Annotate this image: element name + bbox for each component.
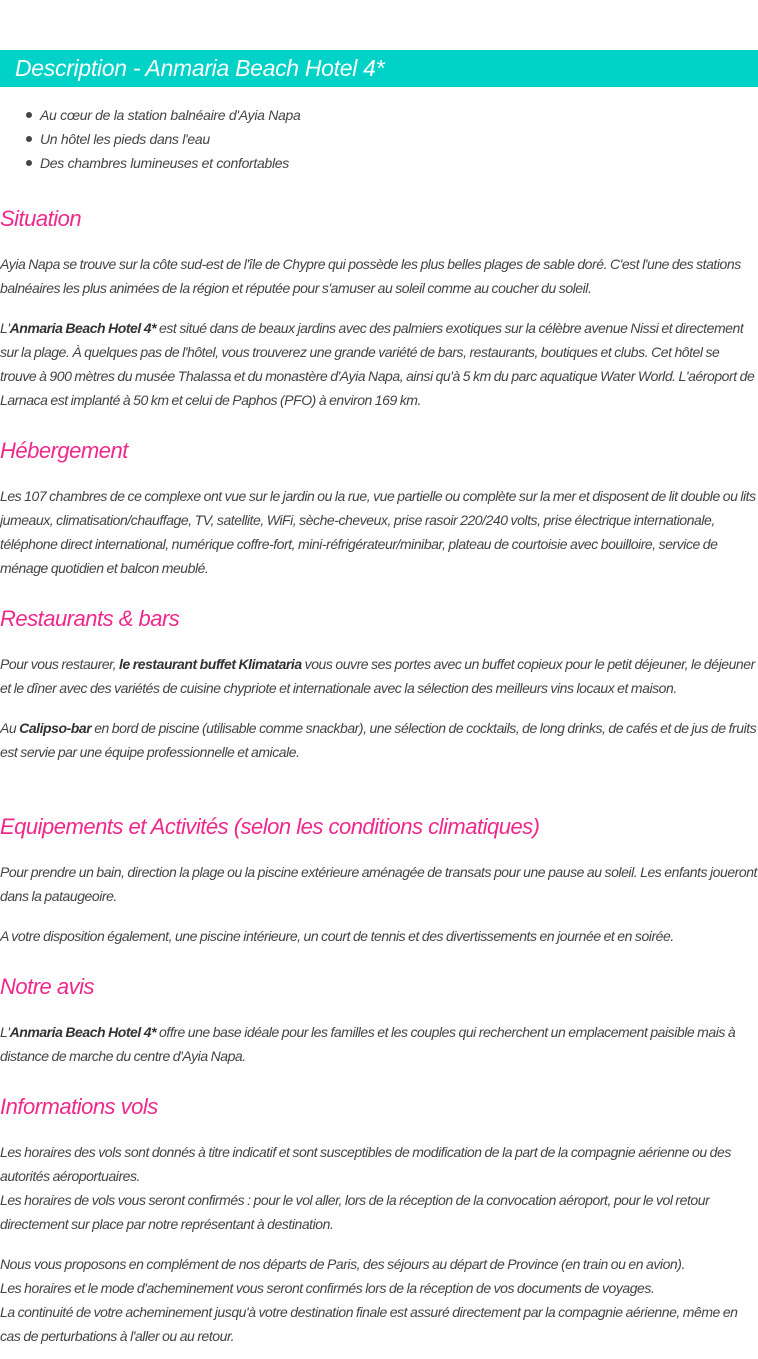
- text: Pour vous restaurer,: [0, 656, 120, 672]
- paragraph: Pour prendre un bain, direction la plage ou la piscine extérieure aménagée de transats pour une pause au soleil. Les enfants joueront dans la pataugeoire.: [0, 864, 757, 904]
- page-title: Description - Anmaria Beach Hotel 4*: [15, 55, 385, 81]
- paragraph: [0, 652, 758, 700]
- section-heading: Equipements et Activités (selon les conditions climatiques): [0, 814, 540, 839]
- section-heading: Restaurants & bars: [0, 606, 180, 631]
- paragraph: [0, 1020, 758, 1068]
- section-avis: [0, 973, 758, 1068]
- paragraph: Les horaires de vols vous seront confirmés : pour le vol aller, lors de la réception de la convocation aéroport, pour le vol retour directement sur place par notre représentant à destination.: [0, 1192, 710, 1232]
- paragraph: Nous vous proposons en complément de nos départs de Paris, des séjours au départ de Province (en train ou en avion).: [0, 1256, 685, 1272]
- text: est situé dans de beaux jardins avec des palmiers exotiques sur la célèbre avenue Nissi et directement sur la plage. À quelques pas de l'hôtel, vous trouverez une grande variété de bars, restaurants, boutiques et clubs. Cet hôtel se trouve à 900 mètres du musée Thalassa et du monastère d'Ayia Napa, ainsi qu'à 5 km du parc aquatique Water World. L'aéroport de Larnaca est implanté à 50 km et celui de Paphos (PFO) à environ 169 km.: [0, 320, 755, 408]
- section-heading: Informations vols: [0, 1094, 158, 1119]
- paragraph: Ayia Napa se trouve sur la côte sud-est de l'île de Chypre qui possède les plus belles plages de sable doré. C'est l'une des stations balnéaires les plus animées de la région et réputée pour s'amuser au soleil comme au coucher du soleil.: [0, 256, 741, 296]
- paragraph: Les 107 chambres de ce complexe ont vue sur le jardin ou la rue, vue partielle ou complète sur la mer et disposent de lit double ou lits jumeaux, climatisation/chauffage, TV, satellite, WiFi, sèche-cheveux, prise rasoir 220/240 volts, prise électrique internationale, téléphone direct international, numérique coffre-fort, mini-réfrigérateur/minibar, plateau de courtoisie avec bouilloire, service de ménage quotidien et balcon meublé.: [0, 488, 756, 576]
- section-restaurants: [0, 605, 758, 764]
- text: vous ouvre ses portes avec un buffet copieux pour le petit déjeuner, le déjeuner et le dîner avec des variétés de cuisine chypriote et internationale avec la sélection des meilleurs vins locaux et maison.: [0, 656, 755, 696]
- section-heading: Situation: [0, 206, 82, 231]
- hotel-name: Anmaria Beach Hotel 4*: [9, 1024, 157, 1040]
- paragraph: [0, 716, 758, 764]
- section-equipements: [0, 813, 758, 948]
- description-banner: [0, 50, 758, 87]
- text: Au: [0, 720, 20, 736]
- section-heading: Notre avis: [0, 974, 95, 999]
- bar-name: Calipso-bar: [19, 720, 92, 736]
- restaurant-name: le restaurant buffet Klimataria: [119, 656, 302, 672]
- section-heading: Hébergement: [0, 438, 128, 463]
- section-hebergement: [0, 437, 758, 580]
- paragraph: [0, 316, 758, 412]
- section-vols: [0, 1093, 758, 1348]
- section-situation: [0, 205, 758, 412]
- highlight-item: Au cœur de la station balnéaire d'Ayia Napa: [24, 103, 300, 127]
- hotel-name: Anmaria Beach Hotel 4*: [9, 320, 157, 336]
- highlights-list: [24, 103, 300, 175]
- text: en bord de piscine (utilisable comme snackbar), une sélection de cocktails, de long drinks, de cafés et de jus de fruits est servie par une équipe professionnelle et amicale.: [0, 720, 757, 760]
- paragraph: Les horaires et le mode d'acheminement vous seront confirmés lors de la réception de vos documents de voyages.: [0, 1280, 655, 1296]
- text: offre une base idéale pour les familles et les couples qui recherchent un emplacement paisible mais à distance de marche du centre d'Ayia Napa.: [0, 1024, 736, 1064]
- highlight-item: Des chambres lumineuses et confortables: [24, 151, 300, 175]
- highlight-item: Un hôtel les pieds dans l'eau: [24, 127, 300, 151]
- paragraph: La continuité de votre acheminement jusqu'à votre destination finale est assuré directement par la compagnie aérienne, même en cas de perturbations à l'aller ou au retour.: [0, 1304, 738, 1344]
- text: L': [0, 320, 10, 336]
- paragraph: A votre disposition également, une piscine intérieure, un court de tennis et des divertissements en journée et en soirée.: [0, 928, 674, 944]
- paragraph: Les horaires des vols sont donnés à titre indicatif et sont susceptibles de modification de la part de la compagnie aérienne ou des autorités aéroportuaires.: [0, 1144, 731, 1184]
- text: L': [0, 1024, 10, 1040]
